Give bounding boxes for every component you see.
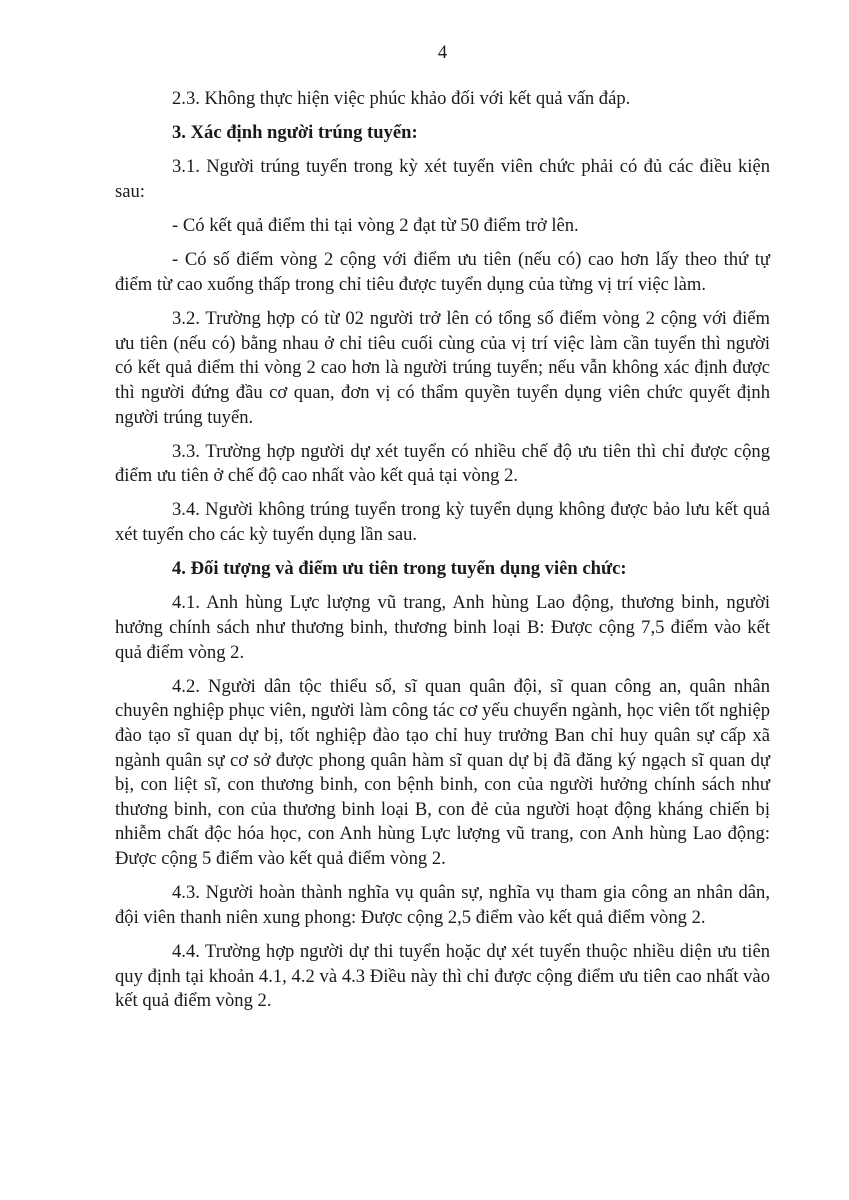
paragraph-3-2: 3.2. Trường hợp có từ 02 người trở lên có tổng số điểm vòng 2 cộng với điểm ưu tiên (nếu có) bằng nhau ở chỉ tiêu cuối cùng của vị trí việc làm cần tuyển thì người có kết quả điểm thi vòng 2 cao hơn là người trúng tuyển; nếu vẫn không xác định được thì người đứng đầu cơ quan, đơn vị có thẩm quyền tuyển dụng viên chức quyết định người trúng tuyển. [115,308,770,428]
paragraph-bullet-2: - Có số điểm vòng 2 cộng với điểm ưu tiên (nếu có) cao hơn lấy theo thứ tự điểm từ cao xuống thấp trong chỉ tiêu được tuyển dụng của từng vị trí việc làm. [115,249,770,295]
paragraph-4-1: 4.1. Anh hùng Lực lượng vũ trang, Anh hùng Lao động, thương binh, người hưởng chính sách như thương binh, thương binh loại B: Được cộng 7,5 điểm vào kết quả điểm vòng 2. [115,592,770,663]
paragraph-3-1: 3.1. Người trúng tuyển trong kỳ xét tuyển viên chức phải có đủ các điều kiện sau: [115,156,770,202]
paragraph-4-2: 4.2. Người dân tộc thiểu số, sĩ quan quân đội, sĩ quan công an, quân nhân chuyên nghiệp phục viên, người làm công tác cơ yếu chuyển ngành, học viên tốt nghiệp đào tạo sĩ quan dự bị, tốt nghiệp đào tạo chỉ huy trưởng Ban chỉ huy quân sự cấp xã ngành quân sự cơ sở được phong quân hàm sĩ quan dự bị đã đăng ký ngạch sĩ quan dự bị, con liệt sĩ, con thương binh, con bệnh binh, con của người hưởng chính sách như thương binh, con của thương binh loại B, con đẻ của người hoạt động kháng chiến bị nhiễm chất độc hóa học, con Anh hùng Lực lượng vũ trang, con Anh hùng Lao động: Được cộng 5 điểm vào kết quả điểm vòng 2. [115,675,770,869]
document-body [115,87,770,1023]
paragraph-3-4: 3.4. Người không trúng tuyển trong kỳ tuyển dụng không được bảo lưu kết quả xét tuyển cho các kỳ tuyển dụng lần sau. [115,499,770,546]
paragraph-2-3: 2.3. Không thực hiện việc phúc khảo đối với kết quả vấn đáp. [172,88,631,109]
paragraph-bullet-1: - Có kết quả điểm thi tại vòng 2 đạt từ 50 điểm trở lên. [172,215,579,237]
paragraph-4-3: 4.3. Người hoàn thành nghĩa vụ quân sự, nghĩa vụ tham gia công an nhân dân, đội viên thanh niên xung phong: Được cộng 2,5 điểm vào kết quả điểm vòng 2. [115,882,770,928]
paragraph-4-4: 4.4. Trường hợp người dự thi tuyển hoặc dự xét tuyển thuộc nhiều diện ưu tiên quy định tại khoản 4.1, 4.2 và 4.3 Điều này thì chỉ được cộng điểm ưu tiên cao nhất vào kết quả điểm vòng 2. [115,940,770,1012]
section-heading-4: 4. Đối tượng và điểm ưu tiên trong tuyển dụng viên chức: [172,558,627,580]
paragraph-3-3: 3.3. Trường hợp người dự xét tuyển có nhiều chế độ ưu tiên thì chỉ được cộng điểm ưu tiên ở chế độ cao nhất vào kết quả tại vòng 2. [115,440,770,487]
section-heading-3: 3. Xác định người trúng tuyển: [172,122,418,144]
page-number: 4 [437,42,448,63]
